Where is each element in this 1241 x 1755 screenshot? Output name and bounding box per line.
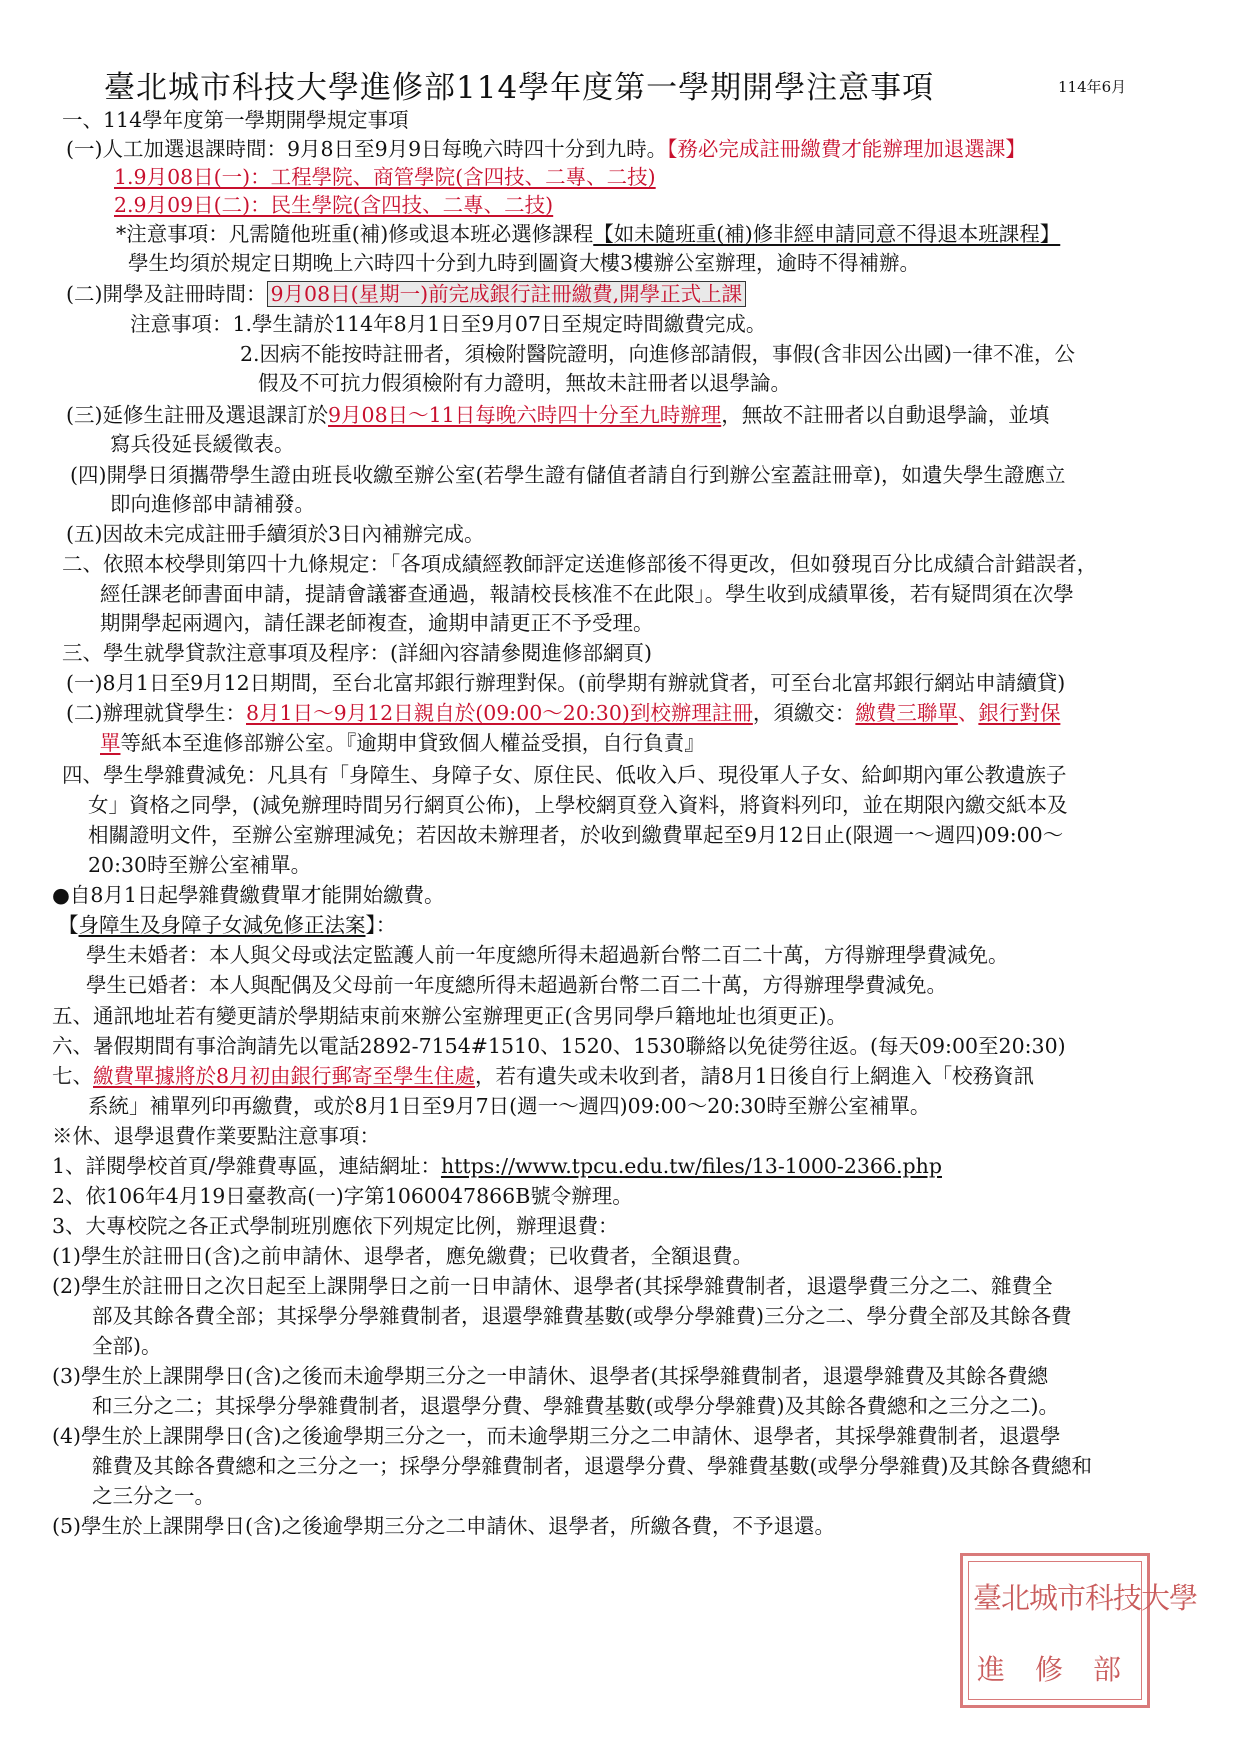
s1-item-4: (四)開學日須攜帶學生證由班長收繳至辦公室(若學生證有儲值者請自行到辦公室蓋註冊章)，如遺失學生證應立 bbox=[70, 463, 1066, 487]
s1-item-2: (二)開學及註冊時間： 9月08日(星期一)前完成銀行註冊繳費,開學正式上課 bbox=[66, 280, 746, 308]
seal-school-name: 臺北城市科技大學 bbox=[973, 1581, 1198, 1615]
section-2-line-1: 二、依照本校學則第四十九條規定：「各項成績經教師評定送進修部後不得更改，但如發現百分比成績合計錯誤者， bbox=[62, 552, 1098, 576]
refund-note-2: 2、依106年4月19日臺教高(一)字第1060047866B號令辦理。 bbox=[52, 1184, 633, 1208]
s3-item-2: (二)辦理就貸學生：8月1日～9月12日親自於(09:00～20:30)到校辦理註冊，須繳交：繳費三聯單、銀行對保 bbox=[66, 701, 1061, 725]
s1-note-2: 學生均須於規定日期晚上六時四十分到九時到圖資大樓3樓辦公室辦理，逾時不得補辦。 bbox=[128, 251, 921, 275]
s1-item-1-warning: 【務必完成註冊繳費才能辦理加退選課】 bbox=[667, 137, 1026, 161]
section-4-line-4: 20:30時至辦公室補單。 bbox=[88, 853, 312, 877]
refund-rule-1: (1)學生於註冊日(含)之前申請休、退學者，應免繳費；已收費者，全額退費。 bbox=[52, 1244, 754, 1268]
refund-note-1: 1、詳閱學校首頁/學雜費專區，連結網址：https://www.tpcu.edu.tw/files/13-1000-2366.php bbox=[52, 1154, 942, 1178]
s3-item-1: (一)8月1日至9月12日期間，至台北富邦銀行辦理對保。(前學期有辦就貸者，可至台北富邦銀行網站申請續貸) bbox=[66, 671, 1066, 695]
page-title: 臺北城市科技大學進修部114學年度第一學期開學注意事項 bbox=[104, 70, 935, 106]
section-4-line-3: 相關證明文件，至辦公室辦理減免；若因故未辦理者，於收到繳費單起至9月12日止(限週一～週四)09:00～ bbox=[88, 823, 1064, 847]
school-seal-stamp bbox=[960, 1553, 1198, 1708]
s4-bullet: ●自8月1日起學雜費繳費單才能開始繳費。 bbox=[52, 883, 445, 907]
s1-item-2-highlight: 9月08日(星期一)前完成銀行註冊繳費,開學正式上課 bbox=[267, 281, 747, 307]
refund-rule-3a: (3)學生於上課開學日(含)之後而未逾學期三分之一申請休、退學者(其採學雜費制者，退還學雜費及其餘各費總 bbox=[52, 1364, 1049, 1388]
section-4-line-1: 四、學生學雜費減免：凡具有「身障生、身障子女、原住民、低收入戶、現役軍人子女、給卹期內軍公教遺族子 bbox=[62, 763, 1067, 787]
seal-department: 進修部 bbox=[977, 1653, 1152, 1686]
s4-unmarried: 學生未婚者：本人與父母或法定監護人前一年度總所得未超過新台幣二百二十萬，方得辦理學費減免。 bbox=[86, 943, 1009, 967]
refund-rule-4a: (4)學生於上課開學日(含)之後逾學期三分之一，而未逾學期三分之二申請休、退學者，其採學雜費制者，退還學 bbox=[52, 1424, 1061, 1448]
refund-rule-2a: (2)學生於註冊日之次日起至上課開學日之前一日申請休、退學者(其採學雜費制者，退還學費三分之二、雜費全 bbox=[52, 1274, 1053, 1298]
section-2-line-3: 期開學起兩週內，請任課老師複查，逾期申請更正不予受理。 bbox=[100, 611, 654, 635]
s1-item-2-note-2b: 假及不可抗力假須檢附有力證明，無故未註冊者以退學論。 bbox=[258, 371, 791, 395]
s1-item-3: (三)延修生註冊及選退課訂於9月08日～11日每晚六時四十分至九時辦理，無故不註冊者以自動退學論，並填 bbox=[66, 403, 1050, 427]
document-date: 114年6月 bbox=[1058, 78, 1127, 96]
s1-item-5: (五)因故未完成註冊手續須於3日內補辦完成。 bbox=[66, 522, 485, 546]
refund-rule-3b: 和三分之二；其採學分學雜費制者，退還學分費、學雜費基數(或學分學雜費)及其餘各費總和之三分之二)。 bbox=[92, 1394, 1059, 1418]
section-2-line-2: 經任課老師書面申請，提請會議審查通過，報請校長核准不在此限」。學生收到成績單後，若有疑問須在次學 bbox=[100, 582, 1074, 606]
section-7: 七、繳費單據將於8月初由銀行郵寄至學生住處，若有遺失或未收到者，請8月1日後自行上網進入「校務資訊 bbox=[52, 1064, 1035, 1088]
section-4-line-2: 女」資格之同學，(減免辦理時間另行網頁公佈)，上學校網頁登入資料，將資料列印，並在期限內繳交紙本及 bbox=[88, 793, 1068, 817]
refund-rule-2b: 部及其餘各費全部；其採學分學雜費制者，退還學雜費基數(或學分學雜費)三分之二、學分費全部及其餘各費 bbox=[92, 1304, 1072, 1328]
s1-note: *注意事項：凡需隨他班重(補)修或退本班必選修課程【如未隨班重(補)修非經申請同意不得退本班課程】 bbox=[116, 222, 1061, 246]
s4-married: 學生已婚者：本人與配偶及父母前一年度總所得未超過新台幣二百二十萬，方得辦理學費減免。 bbox=[86, 973, 947, 997]
section-5: 五、通訊地址若有變更請於學期結束前來辦公室辦理更正(含男同學戶籍地址也須更正)。 bbox=[52, 1004, 847, 1028]
refund-rule-2c: 全部)。 bbox=[92, 1334, 162, 1358]
s1-item-4-cont: 即向進修部申請補發。 bbox=[110, 492, 315, 516]
refund-rule-4b: 雜費及其餘各費總和之三分之一；採學分學雜費制者，退還學分費、學雜費基數(或學分學雜費)及其餘各費總和 bbox=[92, 1454, 1092, 1478]
refund-heading: ※休、退學退費作業要點注意事項： bbox=[52, 1124, 380, 1148]
section-3-heading: 三、學生就學貸款注意事項及程序：(詳細內容請參閱進修部網頁) bbox=[62, 641, 652, 665]
s1-item-1: (一)人工加選退課時間：9月8日至9月9日每晚六時四十分到九時。【務必完成註冊繳費才能辦理加退選課】 bbox=[66, 137, 1026, 161]
refund-rule-5: (5)學生於上課開學日(含)之後逾學期三分之二申請休、退學者，所繳各費，不予退還。 bbox=[52, 1514, 836, 1538]
s1-item-2-note-2a: 2.因病不能按時註冊者，須檢附醫院證明，向進修部請假，事假(含非因公出國)一律不准，公 bbox=[240, 342, 1076, 366]
refund-url-link[interactable]: https://www.tpcu.edu.tw/files/13-1000-2366.php bbox=[440, 1154, 942, 1178]
refund-rule-4c: 之三分之一。 bbox=[92, 1484, 215, 1508]
s1-item-1-date-b: 2.9月09日(二)：民生學院(含四技、二專、二技) bbox=[114, 193, 554, 217]
s4-law-heading: 【身障生及身障子女減免修正法案】： bbox=[58, 913, 397, 937]
s3-item-2-cont: 單等紙本至進修部辦公室。『逾期申貸致個人權益受損，自行負責』 bbox=[100, 731, 705, 755]
section-7-cont: 系統」補單列印再繳費，或於8月1日至9月7日(週一～週四)09:00～20:30時至辦公室補單。 bbox=[88, 1094, 931, 1118]
s1-item-1-date-a: 1.9月08日(一)：工程學院、商管學院(含四技、二專、二技) bbox=[114, 165, 656, 189]
s1-item-2-note-1: 注意事項：1.學生請於114年8月1日至9月07日至規定時間繳費完成。 bbox=[130, 312, 767, 336]
refund-note-3: 3、大專校院之各正式學制班別應依下列規定比例，辦理退費： bbox=[52, 1214, 619, 1238]
section-6: 六、暑假期間有事洽詢請先以電話2892-7154#1510、1520、1530聯絡以免徒勞往返。(每天09:00至20:30) bbox=[52, 1034, 1066, 1058]
section-1-heading: 一、114學年度第一學期開學規定事項 bbox=[62, 108, 409, 132]
s1-item-3-cont: 寫兵役延長緩徵表。 bbox=[110, 432, 295, 456]
